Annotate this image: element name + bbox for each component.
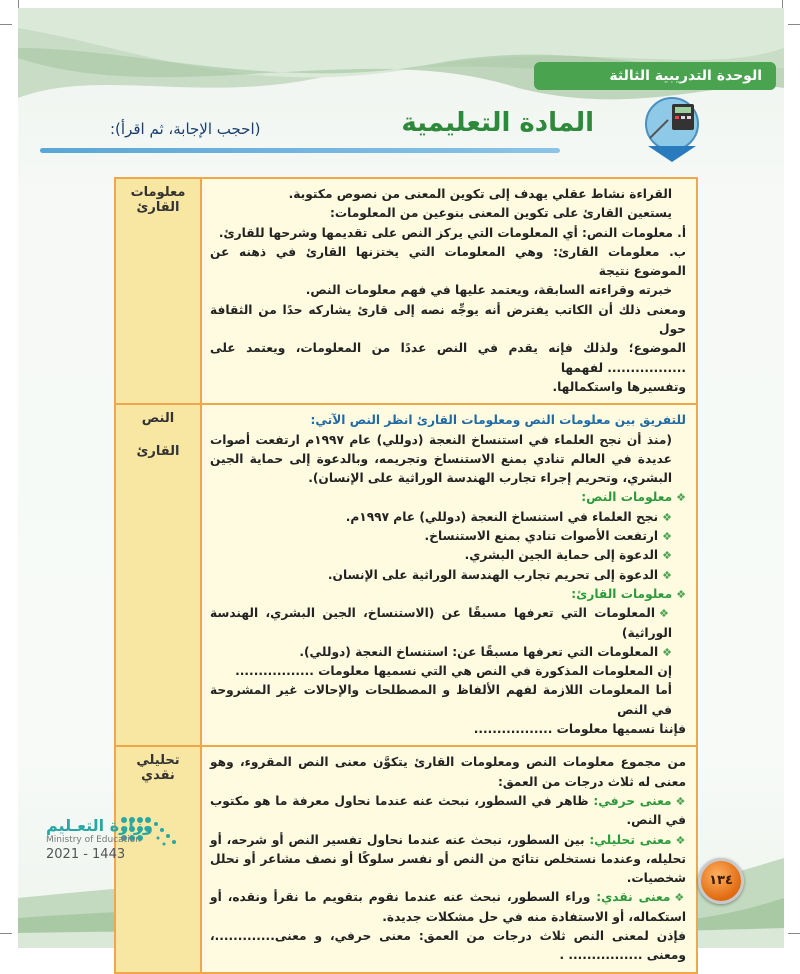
diamond-bullet-icon: ❖ xyxy=(674,891,686,905)
instruction-text: (احجب الإجابة، ثم اقرأ): xyxy=(110,120,261,138)
fill-in-line: فإننا نسميها معلومات ................. xyxy=(473,722,686,737)
row-content xyxy=(201,746,697,972)
edition-year: 2021 - 1443 xyxy=(46,847,126,862)
diamond-bullet-icon: ❖ xyxy=(662,568,672,582)
list-item: المعلومات التي تعرفها مسبقًا عن: استنساخ النعجة (دوللي). xyxy=(299,644,659,659)
label-line: تحليلي xyxy=(136,753,180,769)
page-title: المادة التعليمية xyxy=(401,108,594,138)
text-line: ب. معلومات القارئ: وهي المعلومات التي يختزنها القارئ في ذهنه عن الموضوع نتيجة xyxy=(210,244,686,279)
list-item: الدعوة إلى حماية الجين البشري. xyxy=(464,548,659,563)
table-row-text-reader xyxy=(115,404,697,746)
meaning-term: معنى تحليلي: xyxy=(589,832,672,847)
crop-mark xyxy=(788,24,800,25)
text-line: أما المعلومات اللازمة لفهم الألفاظ و المصطلحات والإحالات غير المشروحة في النص xyxy=(210,683,672,717)
meaning-term: معنى حرفي: xyxy=(593,793,672,808)
text-line: وتفسيرها واستكمالها. xyxy=(552,379,686,394)
row-label xyxy=(115,178,201,404)
label-line: القارئ xyxy=(136,200,180,215)
diamond-bullet-icon: ❖ xyxy=(662,549,672,563)
text-line: أ. معلومات النص: أي المعلومات التي يركز النص على تقديمها وشرحها للقارئ. xyxy=(218,225,686,240)
diamond-bullet-icon: ❖ xyxy=(662,645,672,659)
list-item: المعلومات التي تعرفها مسبقًا عن (الاستنساخ، الجين البشري، الهندسة الوراثية) xyxy=(210,606,672,640)
label-line: معلومات xyxy=(130,185,186,200)
label-line: النص xyxy=(141,411,175,427)
meaning-text: ظاهر في السطور، نبحث عنه عندما نحاول معرفة ما هو مكتوب في النص. xyxy=(210,793,686,828)
list-item: ارتفعت الأصوات تنادي بمنع الاستنساخ. xyxy=(424,529,659,544)
text-line: خبرته وقراءته السابقة، ويعتمد عليها في فهم معلومات النص. xyxy=(305,283,672,298)
diamond-bullet-icon: ❖ xyxy=(659,607,672,621)
ministry-logo xyxy=(46,816,153,862)
section-intro: للتفريق بين معلومات النص ومعلومات القارئ انظر النص الآتي: xyxy=(310,413,686,428)
diamond-bullet-icon: ❖ xyxy=(662,530,672,544)
diamond-bullet-icon: ❖ xyxy=(675,833,686,847)
row-content xyxy=(201,404,697,746)
title-underline xyxy=(40,148,560,153)
label-line: نقدي xyxy=(141,768,175,784)
meaning-text: بين السطور، نبحث عنه عندما نحاول تفسير النص أو شرحه، أو تحليله، وعندما نستخلص نتائج من النص أو نفسر سلوكًا أو نصف مشاعر أو نحلل شخصيات. xyxy=(210,832,686,886)
table-row-meaning-levels xyxy=(115,746,697,972)
ministry-name-english: Ministry of Education xyxy=(46,835,141,845)
diamond-bullet-icon: ❖ xyxy=(675,794,686,808)
fill-in-line: إن المعلومات المذكورة في النص هي التي نسميها معلومات ................. xyxy=(235,664,672,679)
list-item: نجح العلماء في استنساخ النعجة (دوللي) عام ١٩٩٧م. xyxy=(345,509,659,524)
calculator-globe-icon xyxy=(638,94,706,162)
meaning-term: معنى نقدي: xyxy=(596,890,671,905)
text-line: القراءة نشاط عقلي يهدف إلى تكوين المعنى من نصوص مكتوبة. xyxy=(288,187,672,201)
text-line: ومعنى ذلك أن الكاتب يفترض أنه يوجِّه نصه إلى قارئ يشاركه حدًا من الثقافة حول xyxy=(210,302,686,337)
crop-mark xyxy=(0,933,12,934)
crop-mark xyxy=(0,24,12,25)
text-info-heading: معلومات النص: xyxy=(581,490,673,505)
list-item: الدعوة إلى تحريم تجارب الهندسة الوراثية على الإنسان. xyxy=(327,567,659,582)
meaning-text: وراء السطور، نبحث عنه عندما نقوم بتقويم ما نقرأ ونقده، أو استكماله، أو الاستفادة منه في حل مشكلات جديدة. xyxy=(210,890,686,924)
text-line: يستعين القارئ على تكوين المعنى بنوعين من المعلومات: xyxy=(330,206,672,221)
book-page xyxy=(18,8,784,963)
passage: (منذ أن نجح العلماء في استنساخ النعجة (دوللي) عام ١٩٩٧م ارتفعت أصوات عديدة في العالم تنادي بمنع الاستنساخ وتجريمه، وبالدعوة إلى حماية الجين البشري، وتحريم إجراء تجارب الهندسة الوراثية على الإنسان). xyxy=(210,432,673,486)
row-label xyxy=(115,404,201,746)
diamond-bullet-icon: ❖ xyxy=(676,587,686,601)
diamond-bullet-icon: ❖ xyxy=(676,491,686,505)
section-intro: من مجموع معلومات النص ومعلومات القارئ يتكوَّن معنى النص المقروء، وهو معنى له ثلاث درجات من العمق: xyxy=(210,755,686,789)
row-content xyxy=(201,178,697,404)
unit-badge: الوحدة التدريبية الثالثة xyxy=(534,62,776,90)
content-table xyxy=(114,177,698,974)
table-row-reader-info xyxy=(115,178,697,404)
fill-in-line: فإذن لمعنى النص ثلاث درجات من العمق: معنى حرفي، و معنى.............، ومعنى ................ . xyxy=(210,928,686,963)
diamond-bullet-icon: ❖ xyxy=(662,510,672,524)
page-number-badge: ١٣٤ xyxy=(698,858,744,904)
crop-mark xyxy=(788,933,800,934)
text-line: الموضوع؛ ولذلك فإنه يقدم في النص عددًا من المعلومات، ويعتمد على ................. لفهمها xyxy=(210,341,686,375)
label-line: القارئ xyxy=(136,444,180,460)
ministry-name-arabic: وزارة التعـليم xyxy=(46,816,153,835)
reader-info-heading: معلومات القارئ: xyxy=(571,586,673,601)
